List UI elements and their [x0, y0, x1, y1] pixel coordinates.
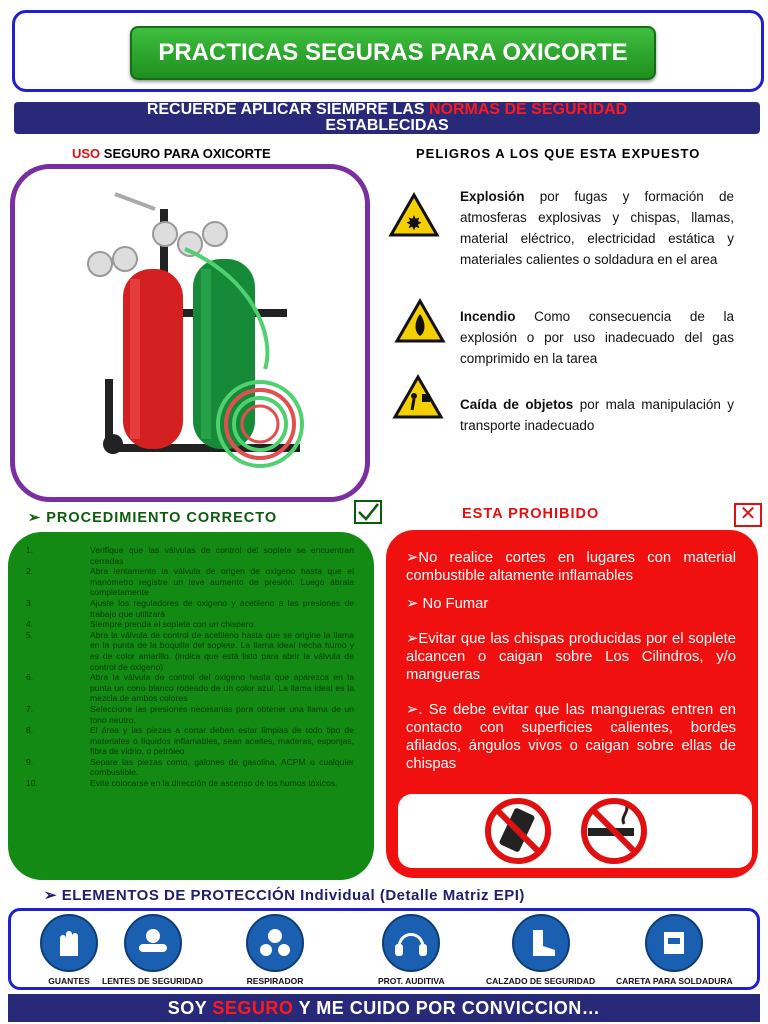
list-item: [26, 704, 354, 725]
gloves-icon: [40, 914, 98, 972]
list-item-text: Seleccione las presiones necesarias para obtener una llama de un tono neutro.: [90, 703, 354, 725]
banner-text-end: ESTABLECIDAS: [325, 117, 449, 134]
hazard-fire-text: [460, 306, 734, 369]
list-item-number: 3.: [26, 597, 34, 608]
list-item-text: Ajuste los reguladores de oxigeno y acetileno a las presiones de trabajo que utilizará: [90, 597, 354, 619]
list-item-number: 6.: [26, 672, 34, 683]
epi-label: CALZADO DE SEGURIDAD: [486, 976, 596, 986]
hazard-explosion-title: Explosión: [460, 189, 525, 204]
footer-text-end: Y ME CUIDO POR CONVICCION…: [293, 998, 601, 1018]
epi-label: CARETA PARA SOLDADURA: [616, 976, 733, 986]
epi-item-welding: [616, 914, 733, 986]
list-item: [26, 598, 354, 619]
hazard-falling-text: [460, 394, 734, 436]
list-item-text: Evite colocarse en la dirección de ascenso de los humos tóxicos.: [90, 778, 338, 789]
list-item: [26, 545, 354, 566]
list-item-number: 8.: [26, 725, 34, 736]
svg-text:✸: ✸: [405, 211, 423, 235]
epi-title: ELEMENTOS DE PROTECCIÓN: [61, 887, 296, 904]
no-phone-icon: [478, 796, 558, 866]
list-item: [26, 725, 354, 757]
list-item: [26, 778, 354, 789]
list-item: [26, 619, 354, 630]
list-item-text: Siempre prenda el soplete con un chispero.: [90, 619, 256, 630]
hazard-fire-desc: Como consecuencia de la explosión o por uso inadecuado del gas comprimido en la tarea: [460, 309, 734, 366]
banner-text-start: RECUERDE APLICAR SIEMPRE LAS: [146, 101, 429, 118]
fire-warning-icon: [394, 298, 446, 344]
list-item-number: 7.: [26, 703, 34, 714]
explosion-warning-icon: [388, 192, 440, 238]
list-item-text: Abra lentamente la válvula de origen de oxigeno hasta que el manómetro registre un leve aumento de presión. Luego ábrala completamente: [90, 566, 354, 598]
list-item-number: 2.: [26, 566, 34, 577]
list-item: [26, 630, 354, 672]
epi-label: LENTES DE SEGURIDAD: [102, 976, 204, 986]
uso-highlight: USO: [72, 146, 101, 161]
list-item: [26, 672, 354, 704]
uso-seguro-heading: [72, 146, 271, 161]
epi-item-glasses: [102, 914, 203, 986]
footer-text-highlight: SEGURO: [212, 998, 294, 1018]
list-item-number: 10.: [26, 778, 38, 789]
checkmark-icon: [354, 500, 382, 524]
prohibition-icons-panel: [398, 794, 752, 868]
no-smoking-icon: [574, 796, 654, 866]
arrow-bullet-icon: ➢: [28, 510, 47, 526]
peligros-heading: PELIGROS A LOS QUE ESTA EXPUESTO: [416, 146, 701, 161]
welding-mask-icon: [645, 914, 703, 972]
respirator-icon: [246, 914, 304, 972]
list-item-text: El área y las piezas a cortar deben estar limpias de todo tipo de materiales o líquidos inflamables, sean aceites, maderas, esponjas, fibra de vidrio, o petróleo: [90, 725, 354, 757]
epi-item-gloves: [40, 914, 98, 986]
prohibido-item: ➢. Se debe evitar que las mangueras entren en contacto con superficies calientes, bordes afilados, ángulos vivos o caigan sobre ellas de chispas: [406, 702, 736, 772]
epi-subtitle: Individual (Detalle Matriz EPI): [295, 887, 525, 904]
falling-objects-warning-icon: [392, 374, 444, 420]
ear-protection-icon: [382, 914, 440, 972]
list-item-number: 5.: [26, 629, 34, 640]
epi-item-ear: [378, 914, 445, 986]
list-item-number: 9.: [26, 756, 34, 767]
list-item: [26, 757, 354, 778]
equipment-image-frame: [10, 164, 370, 502]
prohibido-heading: ESTA PROHIBIDO: [462, 506, 600, 522]
uso-rest: SEGURO PARA OXICORTE: [100, 146, 271, 161]
procedimiento-title: PROCEDIMIENTO CORRECTO: [46, 510, 278, 526]
epi-item-respirator: [246, 914, 304, 986]
hazard-falling-title: Caída de objetos: [460, 397, 574, 412]
procedimiento-list: [26, 545, 354, 789]
banner-text-highlight: NORMAS DE SEGURIDAD: [428, 101, 628, 118]
epi-label: GUANTES: [48, 976, 90, 986]
safety-glasses-icon: [124, 914, 182, 972]
list-item-text: Verifique que las válvulas de control del soplete se encuentran cerradas: [90, 545, 354, 566]
hazard-fire-title: Incendio: [460, 309, 516, 324]
prohibido-item: ➢No realice cortes en lugares con material combustible altamente inflamables: [406, 550, 736, 584]
epi-item-boots: [486, 914, 595, 986]
arrow-bullet-icon: ➢: [44, 887, 62, 904]
safety-boots-icon: [512, 914, 570, 972]
x-mark-icon: ✕: [734, 503, 762, 527]
epi-heading: [44, 886, 525, 904]
list-item: [26, 566, 354, 598]
list-item-text: Abra la válvula de control de acetileno hasta que se origine la llama en la punta de la boquilla del soplete. La llama ideal hecha humo y es de color amarillo. (indica que está listo para abrir la válvula de control de oxigeno): [90, 629, 354, 672]
list-item-text: Abra la válvula de control del oxigeno hasta que aparezca en la punta un cono blanco rodeado de un color azul. La llama ideal es la mezcla de ambos colores: [90, 672, 354, 704]
footer-slogan: [8, 994, 760, 1022]
hazard-falling-desc: por mala manipulación y transporte inadecuado: [460, 397, 734, 433]
hazard-explosion-text: [460, 186, 734, 270]
list-item-text: Separe las piezas como, galones de gasolina, ACPM o cualquier combustible.: [90, 756, 354, 778]
procedimiento-heading: [28, 510, 277, 526]
hazard-explosion-desc: por fugas y formación de atmosferas explosivas y chispas, llamas, material eléctrico, electricidad estática y materiales calientes o soldadura en el area: [460, 189, 734, 267]
epi-label: RESPIRADOR: [246, 976, 304, 986]
safety-banner: [14, 102, 760, 134]
epi-label: PROT. AUDITIVA: [378, 976, 445, 986]
prohibido-item: ➢Evitar que las chispas producidas por el soplete alcancen o caigan sobre Los Cilindros, y/o mangueras: [406, 631, 736, 683]
footer-text-start: SOY: [167, 998, 213, 1018]
list-item-number: 4.: [26, 619, 34, 630]
oxyfuel-cart-illustration: [15, 169, 365, 497]
page-title: PRACTICAS SEGURAS PARA OXICORTE: [130, 26, 656, 80]
prohibido-item: ➢ No Fumar: [406, 596, 489, 612]
list-item-number: 1.: [26, 545, 34, 555]
